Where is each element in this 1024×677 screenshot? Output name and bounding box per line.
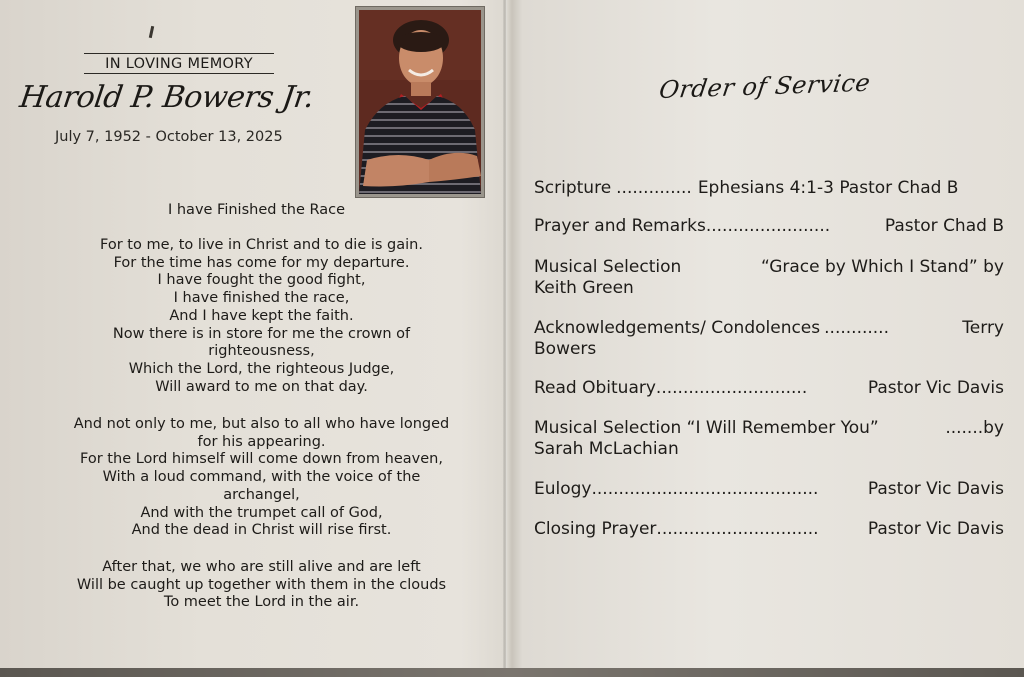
service-item-leader: Pastor Vic Davis <box>867 378 1004 398</box>
in-loving-memory-heading: IN LOVING MEMORY <box>84 53 274 74</box>
dot-leader: ............ <box>824 318 889 338</box>
poem-line: And not only to me, but also to all who have longed <box>73 416 450 432</box>
poem-line: After that, we who are still alive and are left <box>102 559 421 575</box>
service-item-label: Closing Prayer <box>534 519 657 539</box>
service-item-eulogy <box>534 479 1004 500</box>
dot-leader: ....... <box>945 418 984 438</box>
service-item-continuation: Sarah McLachian <box>534 438 679 459</box>
table-surface <box>0 668 1024 677</box>
service-item-continuation: Keith Green <box>534 277 634 298</box>
dot-leader: .............................. <box>656 519 819 539</box>
service-item-label: Eulogy <box>534 479 592 499</box>
service-item-closing-prayer <box>534 519 1004 540</box>
service-item-label: Musical Selection <box>534 257 682 277</box>
service-item-continuation: Bowers <box>534 338 597 359</box>
service-item-acknowledgements <box>534 318 1004 359</box>
poem-line: For the Lord himself will come down from heaven, <box>80 451 443 468</box>
poem-line: For the time has come for my departure. <box>113 254 410 271</box>
poem-stanza-1 <box>20 237 503 396</box>
service-item-leader: Ephesians 4:1-3 Pastor Chad B <box>697 178 959 198</box>
portrait-illustration <box>359 10 481 194</box>
poem-line: I have fought the good fight, <box>157 272 366 289</box>
service-item-leader: by <box>983 418 1004 438</box>
left-page <box>0 0 503 668</box>
poem-title: I have Finished the Race <box>167 202 346 218</box>
deceased-name: Harold P. Bowers Jr. <box>17 80 316 115</box>
dot-leader: .......................................... <box>591 479 819 499</box>
poem-line: With a loud command, with the voice of the <box>102 469 421 486</box>
poem-line: And with the trumpet call of God, <box>140 504 383 521</box>
service-item-musical-selection-2 <box>534 418 1004 459</box>
service-item-label: Musical Selection “I Will Remember You” <box>534 418 879 438</box>
service-item-musical-selection-1 <box>534 257 1004 298</box>
poem-line: archangel, <box>223 486 300 503</box>
poem-line: righteousness, <box>208 343 315 360</box>
poem-line: And I have kept the faith. <box>169 307 354 324</box>
poem-stanza-3 <box>20 559 503 612</box>
service-item-label: Scripture <box>534 178 612 198</box>
poem-line: For to me, to live in Christ and to die is gain. <box>100 237 423 253</box>
poem-line: To meet the Lord in the air. <box>163 594 360 611</box>
poem-stanza-2 <box>20 416 503 540</box>
service-item-label: Prayer and Remarks <box>534 216 706 236</box>
poem-line: for his appearing. <box>197 433 326 450</box>
service-item-read-obituary <box>534 378 1004 399</box>
poem-line: And the dead in Christ will rise first. <box>131 522 392 539</box>
dot-leader: .............. <box>616 178 692 198</box>
dot-leader: ....................... <box>705 216 831 236</box>
service-item-leader: Pastor Vic Davis <box>867 519 1004 539</box>
poem-line: Will be caught up together with them in the clouds <box>76 576 447 593</box>
pen-mark <box>149 26 154 38</box>
portrait-image <box>359 10 481 194</box>
service-item-label: Acknowledgements/ Condolences <box>534 318 821 338</box>
order-of-service-title: Order of Service <box>657 68 873 105</box>
poem-line: Now there is in store for me the crown of <box>112 325 411 342</box>
poem-line: Will award to me on that day. <box>155 378 368 395</box>
service-item-leader: Pastor Chad B <box>884 216 1004 236</box>
service-item-leader: “Grace by Which I Stand” by <box>761 257 1004 277</box>
poem-line: I have finished the race, <box>173 290 350 307</box>
portrait-photo <box>355 6 485 198</box>
service-item-scripture <box>534 178 1004 199</box>
poem-line: Which the Lord, the righteous Judge, <box>128 360 395 377</box>
service-item-label: Read Obituary <box>534 378 656 398</box>
life-dates: July 7, 1952 - October 13, 2025 <box>55 129 283 145</box>
dot-leader: ............................ <box>655 378 808 398</box>
service-item-prayer-remarks <box>534 216 1004 237</box>
service-item-leader: Terry <box>962 318 1004 338</box>
service-item-leader: Pastor Vic Davis <box>867 479 1004 499</box>
